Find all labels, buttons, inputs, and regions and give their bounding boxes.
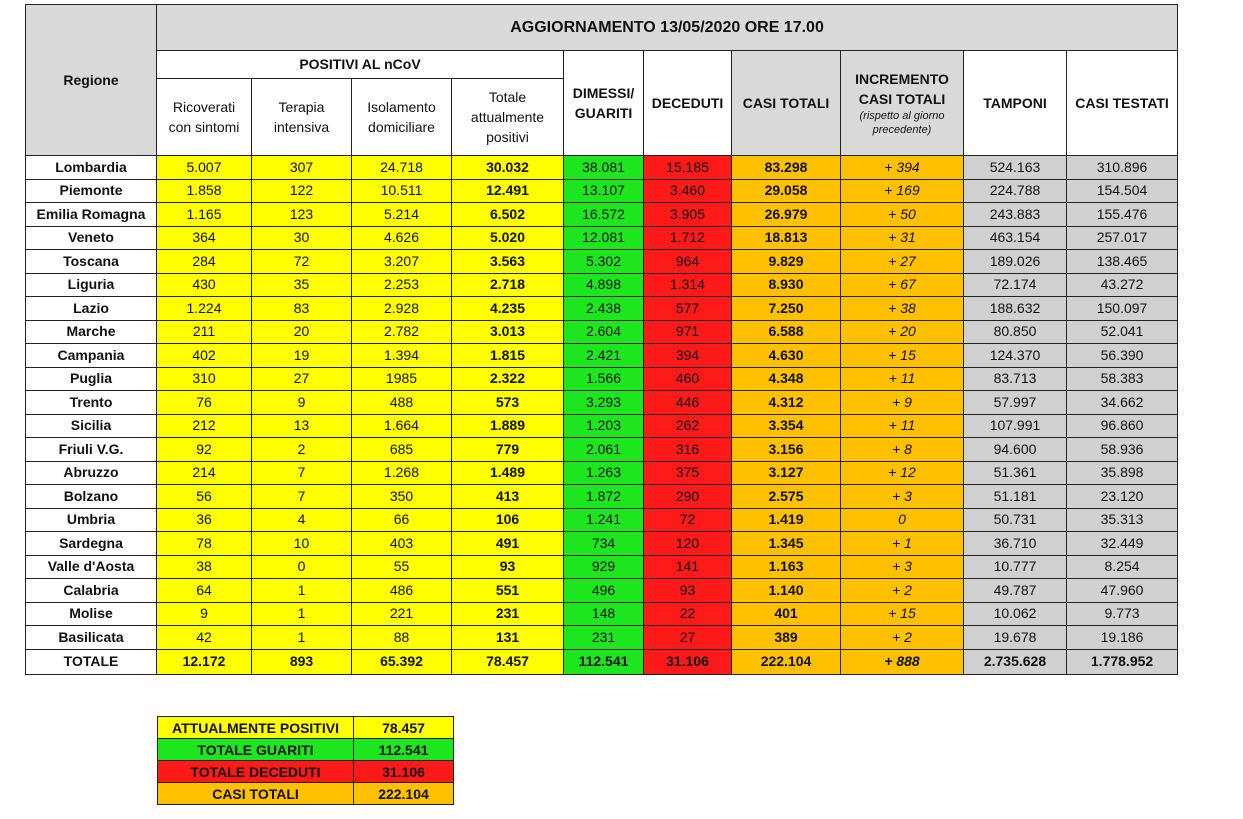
cell-deceduti: 290 <box>644 485 732 509</box>
cell-incremento: + 3 <box>841 555 964 579</box>
summary-row <box>158 761 454 783</box>
cell-regione: Molise <box>26 602 157 626</box>
cell-incremento: + 11 <box>841 367 964 391</box>
cell-deceduti: 446 <box>644 391 732 415</box>
table-row <box>26 226 1178 250</box>
cell-casi-testati: 32.449 <box>1067 532 1178 556</box>
cell-terapia: 72 <box>252 250 352 274</box>
cell-casi-testati: 257.017 <box>1067 226 1178 250</box>
cell-casi-testati: 47.960 <box>1067 579 1178 603</box>
report-title: AGGIORNAMENTO 13/05/2020 ORE 17.00 <box>157 5 1178 51</box>
cell-dimessi: 5.302 <box>564 250 644 274</box>
cell-casi-testati: 52.041 <box>1067 320 1178 344</box>
total-ricoverati: 12.172 <box>157 649 252 674</box>
cell-dimessi: 2.604 <box>564 320 644 344</box>
cell-ricoverati: 36 <box>157 508 252 532</box>
total-isolamento: 65.392 <box>352 649 452 674</box>
summary-row <box>158 739 454 761</box>
cell-isolamento: 10.511 <box>352 179 452 203</box>
summary-row <box>158 783 454 805</box>
cell-regione: Trento <box>26 391 157 415</box>
cell-totale-positivi: 1.489 <box>452 461 564 485</box>
table-row <box>26 203 1178 227</box>
cell-terapia: 20 <box>252 320 352 344</box>
cell-casi-totali: 3.127 <box>732 461 841 485</box>
header-casi-totali <box>732 51 841 156</box>
cell-totale-positivi: 231 <box>452 602 564 626</box>
cell-terapia: 122 <box>252 179 352 203</box>
header-deceduti: DECEDUTI <box>644 51 732 156</box>
cell-casi-testati: 19.186 <box>1067 626 1178 650</box>
cell-casi-totali: 4.348 <box>732 367 841 391</box>
cell-deceduti: 3.905 <box>644 203 732 227</box>
cell-regione: Veneto <box>26 226 157 250</box>
cell-tamponi: 94.600 <box>964 438 1067 462</box>
total-dimessi: 112.541 <box>564 649 644 674</box>
total-row <box>26 649 1178 674</box>
cell-casi-testati: 8.254 <box>1067 555 1178 579</box>
table-row <box>26 156 1178 180</box>
cell-terapia: 4 <box>252 508 352 532</box>
cell-totale-positivi: 2.322 <box>452 367 564 391</box>
cell-dimessi: 929 <box>564 555 644 579</box>
cell-dimessi: 148 <box>564 602 644 626</box>
cell-ricoverati: 1.165 <box>157 203 252 227</box>
cell-terapia: 1 <box>252 626 352 650</box>
cell-regione: Liguria <box>26 273 157 297</box>
cell-casi-testati: 35.313 <box>1067 508 1178 532</box>
cell-tamponi: 524.163 <box>964 156 1067 180</box>
cell-deceduti: 971 <box>644 320 732 344</box>
header-incremento-label: INCREMENTO CASI TOTALI <box>855 71 949 107</box>
cell-isolamento: 488 <box>352 391 452 415</box>
cell-tamponi: 224.788 <box>964 179 1067 203</box>
cell-casi-testati: 155.476 <box>1067 203 1178 227</box>
cell-deceduti: 1.712 <box>644 226 732 250</box>
cell-ricoverati: 211 <box>157 320 252 344</box>
table-row <box>26 532 1178 556</box>
cell-isolamento: 2.928 <box>352 297 452 321</box>
cell-totale-positivi: 573 <box>452 391 564 415</box>
cell-tamponi: 83.713 <box>964 367 1067 391</box>
cell-totale-positivi: 93 <box>452 555 564 579</box>
cell-isolamento: 4.626 <box>352 226 452 250</box>
cell-totale-positivi: 491 <box>452 532 564 556</box>
summary-table <box>157 716 454 805</box>
cell-tamponi: 36.710 <box>964 532 1067 556</box>
table-row <box>26 179 1178 203</box>
cell-incremento: + 9 <box>841 391 964 415</box>
table-row <box>26 626 1178 650</box>
cell-ricoverati: 212 <box>157 414 252 438</box>
cell-tamponi: 51.361 <box>964 461 1067 485</box>
cell-totale-positivi: 5.020 <box>452 226 564 250</box>
cell-deceduti: 72 <box>644 508 732 532</box>
cell-isolamento: 55 <box>352 555 452 579</box>
cell-casi-testati: 150.097 <box>1067 297 1178 321</box>
cell-dimessi: 4.898 <box>564 273 644 297</box>
cell-terapia: 7 <box>252 461 352 485</box>
cell-regione: Campania <box>26 344 157 368</box>
cell-terapia: 13 <box>252 414 352 438</box>
cell-deceduti: 1.314 <box>644 273 732 297</box>
cell-casi-totali: 389 <box>732 626 841 650</box>
cell-totale-positivi: 3.563 <box>452 250 564 274</box>
cell-casi-totali: 29.058 <box>732 179 841 203</box>
cell-regione: Marche <box>26 320 157 344</box>
cell-totale-positivi: 4.235 <box>452 297 564 321</box>
summary-value: 222.104 <box>354 783 454 805</box>
summary-label: CASI TOTALI <box>158 783 354 805</box>
header-tamponi: TAMPONI <box>964 51 1067 156</box>
cell-regione: Toscana <box>26 250 157 274</box>
cell-isolamento: 88 <box>352 626 452 650</box>
cell-isolamento: 486 <box>352 579 452 603</box>
cell-ricoverati: 56 <box>157 485 252 509</box>
header-dimessi: DIMESSI/ GUARITI <box>564 51 644 156</box>
cell-tamponi: 124.370 <box>964 344 1067 368</box>
cell-casi-totali: 1.419 <box>732 508 841 532</box>
cell-incremento: + 67 <box>841 273 964 297</box>
table-row <box>26 414 1178 438</box>
table-row <box>26 438 1178 462</box>
cell-casi-testati: 58.936 <box>1067 438 1178 462</box>
cell-casi-totali: 1.163 <box>732 555 841 579</box>
cell-ricoverati: 430 <box>157 273 252 297</box>
table-row <box>26 602 1178 626</box>
cell-terapia: 307 <box>252 156 352 180</box>
cell-regione: Sardegna <box>26 532 157 556</box>
cell-incremento: + 27 <box>841 250 964 274</box>
cell-casi-testati: 9.773 <box>1067 602 1178 626</box>
total-deceduti: 31.106 <box>644 649 732 674</box>
cell-ricoverati: 284 <box>157 250 252 274</box>
cell-totale-positivi: 1.815 <box>452 344 564 368</box>
cell-casi-totali: 2.575 <box>732 485 841 509</box>
cell-regione: Valle d'Aosta <box>26 555 157 579</box>
cell-casi-testati: 35.898 <box>1067 461 1178 485</box>
table-row <box>26 461 1178 485</box>
cell-regione: Lombardia <box>26 156 157 180</box>
cell-casi-totali: 3.354 <box>732 414 841 438</box>
cell-casi-totali: 4.312 <box>732 391 841 415</box>
summary-value: 78.457 <box>354 717 454 739</box>
cell-ricoverati: 1.858 <box>157 179 252 203</box>
cell-casi-testati: 310.896 <box>1067 156 1178 180</box>
cell-casi-totali: 18.813 <box>732 226 841 250</box>
cell-incremento: + 38 <box>841 297 964 321</box>
header-casi-testati: CASI TESTATI <box>1067 51 1178 156</box>
cell-terapia: 27 <box>252 367 352 391</box>
cell-totale-positivi: 1.889 <box>452 414 564 438</box>
cell-tamponi: 189.026 <box>964 250 1067 274</box>
header-regione: Regione <box>26 5 157 156</box>
table-row <box>26 320 1178 344</box>
cell-regione: Abruzzo <box>26 461 157 485</box>
cell-incremento: + 169 <box>841 179 964 203</box>
cell-tamponi: 49.787 <box>964 579 1067 603</box>
cell-dimessi: 13.107 <box>564 179 644 203</box>
cell-casi-testati: 56.390 <box>1067 344 1178 368</box>
cell-isolamento: 1.268 <box>352 461 452 485</box>
cell-tamponi: 57.997 <box>964 391 1067 415</box>
cell-dimessi: 231 <box>564 626 644 650</box>
cell-deceduti: 460 <box>644 367 732 391</box>
cell-dimessi: 1.566 <box>564 367 644 391</box>
cell-tamponi: 80.850 <box>964 320 1067 344</box>
cell-terapia: 7 <box>252 485 352 509</box>
cell-dimessi: 1.263 <box>564 461 644 485</box>
cell-incremento: + 15 <box>841 602 964 626</box>
cell-casi-totali: 8.930 <box>732 273 841 297</box>
cell-incremento: + 15 <box>841 344 964 368</box>
cell-terapia: 1 <box>252 602 352 626</box>
cell-terapia: 35 <box>252 273 352 297</box>
header-isolamento: Isolamento domiciliare <box>352 79 452 156</box>
cell-tamponi: 72.174 <box>964 273 1067 297</box>
total-incremento: + 888 <box>841 649 964 674</box>
cell-tamponi: 243.883 <box>964 203 1067 227</box>
cell-deceduti: 141 <box>644 555 732 579</box>
cell-dimessi: 2.438 <box>564 297 644 321</box>
cell-deceduti: 120 <box>644 532 732 556</box>
cell-isolamento: 221 <box>352 602 452 626</box>
cell-deceduti: 27 <box>644 626 732 650</box>
header-casi-totali-label: CASI TOTALI <box>742 94 830 111</box>
cell-isolamento: 2.253 <box>352 273 452 297</box>
cell-terapia: 2 <box>252 438 352 462</box>
cell-regione: Sicilia <box>26 414 157 438</box>
cell-casi-totali: 4.630 <box>732 344 841 368</box>
cell-casi-totali: 26.979 <box>732 203 841 227</box>
summary-label: TOTALE GUARITI <box>158 739 354 761</box>
total-casi-testati: 1.778.952 <box>1067 649 1178 674</box>
cell-ricoverati: 92 <box>157 438 252 462</box>
cell-tamponi: 51.181 <box>964 485 1067 509</box>
table-row <box>26 250 1178 274</box>
cell-tamponi: 188.632 <box>964 297 1067 321</box>
cell-ricoverati: 42 <box>157 626 252 650</box>
cell-casi-totali: 83.298 <box>732 156 841 180</box>
cell-terapia: 19 <box>252 344 352 368</box>
table-row <box>26 579 1178 603</box>
cell-casi-totali: 401 <box>732 602 841 626</box>
cell-ricoverati: 64 <box>157 579 252 603</box>
cell-deceduti: 15.185 <box>644 156 732 180</box>
cell-terapia: 30 <box>252 226 352 250</box>
cell-isolamento: 1985 <box>352 367 452 391</box>
cell-isolamento: 685 <box>352 438 452 462</box>
cell-casi-testati: 96.860 <box>1067 414 1178 438</box>
cell-isolamento: 3.207 <box>352 250 452 274</box>
cell-totale-positivi: 551 <box>452 579 564 603</box>
cell-incremento: + 50 <box>841 203 964 227</box>
cell-incremento: 0 <box>841 508 964 532</box>
cell-casi-totali: 6.588 <box>732 320 841 344</box>
summary-row <box>158 717 454 739</box>
summary-label: TOTALE DECEDUTI <box>158 761 354 783</box>
cell-ricoverati: 364 <box>157 226 252 250</box>
cell-casi-testati: 154.504 <box>1067 179 1178 203</box>
table-body <box>26 156 1178 675</box>
cell-deceduti: 316 <box>644 438 732 462</box>
cell-incremento: + 3 <box>841 485 964 509</box>
cell-terapia: 83 <box>252 297 352 321</box>
cell-regione: Umbria <box>26 508 157 532</box>
cell-incremento: + 31 <box>841 226 964 250</box>
cell-isolamento: 5.214 <box>352 203 452 227</box>
cell-ricoverati: 402 <box>157 344 252 368</box>
cell-dimessi: 496 <box>564 579 644 603</box>
cell-deceduti: 375 <box>644 461 732 485</box>
cell-tamponi: 10.062 <box>964 602 1067 626</box>
cell-tamponi: 19.678 <box>964 626 1067 650</box>
total-terapia: 893 <box>252 649 352 674</box>
cell-incremento: + 1 <box>841 532 964 556</box>
cell-totale-positivi: 131 <box>452 626 564 650</box>
cell-ricoverati: 214 <box>157 461 252 485</box>
table-row <box>26 485 1178 509</box>
cell-dimessi: 16.572 <box>564 203 644 227</box>
cell-terapia: 0 <box>252 555 352 579</box>
cell-terapia: 1 <box>252 579 352 603</box>
cell-casi-totali: 1.140 <box>732 579 841 603</box>
cell-deceduti: 577 <box>644 297 732 321</box>
cell-totale-positivi: 30.032 <box>452 156 564 180</box>
table-row <box>26 508 1178 532</box>
cell-regione: Basilicata <box>26 626 157 650</box>
cell-isolamento: 350 <box>352 485 452 509</box>
cell-casi-totali: 3.156 <box>732 438 841 462</box>
cell-isolamento: 1.664 <box>352 414 452 438</box>
cell-casi-testati: 138.465 <box>1067 250 1178 274</box>
cell-regione: Puglia <box>26 367 157 391</box>
cell-regione: Emilia Romagna <box>26 203 157 227</box>
cell-dimessi: 1.203 <box>564 414 644 438</box>
cell-regione: Calabria <box>26 579 157 603</box>
cell-casi-testati: 58.383 <box>1067 367 1178 391</box>
cell-casi-testati: 23.120 <box>1067 485 1178 509</box>
cell-isolamento: 403 <box>352 532 452 556</box>
header-incremento <box>841 51 964 156</box>
table-row <box>26 391 1178 415</box>
cell-ricoverati: 1.224 <box>157 297 252 321</box>
cell-dimessi: 3.293 <box>564 391 644 415</box>
summary-value: 112.541 <box>354 739 454 761</box>
cell-dimessi: 1.872 <box>564 485 644 509</box>
cell-terapia: 123 <box>252 203 352 227</box>
cell-deceduti: 93 <box>644 579 732 603</box>
cell-ricoverati: 38 <box>157 555 252 579</box>
cell-ricoverati: 5.007 <box>157 156 252 180</box>
table-row <box>26 555 1178 579</box>
cell-incremento: + 394 <box>841 156 964 180</box>
cell-incremento: + 8 <box>841 438 964 462</box>
header-terapia: Terapia intensiva <box>252 79 352 156</box>
cell-ricoverati: 310 <box>157 367 252 391</box>
cell-deceduti: 964 <box>644 250 732 274</box>
cell-isolamento: 24.718 <box>352 156 452 180</box>
header-incremento-note: (rispetto al giorno precedente) <box>859 110 945 136</box>
cell-terapia: 10 <box>252 532 352 556</box>
header-positivi-group: POSITIVI AL nCoV <box>157 51 564 79</box>
table-row <box>26 367 1178 391</box>
cell-ricoverati: 9 <box>157 602 252 626</box>
cell-totale-positivi: 12.491 <box>452 179 564 203</box>
cell-deceduti: 394 <box>644 344 732 368</box>
cell-terapia: 9 <box>252 391 352 415</box>
total-casi-totali: 222.104 <box>732 649 841 674</box>
cell-deceduti: 22 <box>644 602 732 626</box>
summary-value: 31.106 <box>354 761 454 783</box>
cell-dimessi: 38.081 <box>564 156 644 180</box>
cell-regione: Friuli V.G. <box>26 438 157 462</box>
cell-incremento: + 12 <box>841 461 964 485</box>
cell-tamponi: 50.731 <box>964 508 1067 532</box>
cell-casi-totali: 9.829 <box>732 250 841 274</box>
total-totale-positivi: 78.457 <box>452 649 564 674</box>
table-row <box>26 344 1178 368</box>
cell-incremento: + 20 <box>841 320 964 344</box>
cell-regione: Bolzano <box>26 485 157 509</box>
header-ricoverati: Ricoverati con sintomi <box>157 79 252 156</box>
cell-incremento: + 2 <box>841 626 964 650</box>
cell-dimessi: 12.081 <box>564 226 644 250</box>
summary-label: ATTUALMENTE POSITIVI <box>158 717 354 739</box>
cell-deceduti: 3.460 <box>644 179 732 203</box>
covid-regional-table <box>25 4 1178 675</box>
cell-tamponi: 463.154 <box>964 226 1067 250</box>
cell-totale-positivi: 3.013 <box>452 320 564 344</box>
table-row <box>26 297 1178 321</box>
cell-ricoverati: 78 <box>157 532 252 556</box>
cell-totale-positivi: 779 <box>452 438 564 462</box>
cell-dimessi: 1.241 <box>564 508 644 532</box>
header-totale-positivi: Totale attualmente positivi <box>452 79 564 156</box>
cell-ricoverati: 76 <box>157 391 252 415</box>
cell-dimessi: 2.421 <box>564 344 644 368</box>
cell-totale-positivi: 6.502 <box>452 203 564 227</box>
cell-incremento: + 11 <box>841 414 964 438</box>
cell-totale-positivi: 106 <box>452 508 564 532</box>
cell-tamponi: 10.777 <box>964 555 1067 579</box>
cell-casi-totali: 7.250 <box>732 297 841 321</box>
cell-casi-testati: 43.272 <box>1067 273 1178 297</box>
cell-dimessi: 734 <box>564 532 644 556</box>
cell-casi-totali: 1.345 <box>732 532 841 556</box>
cell-isolamento: 2.782 <box>352 320 452 344</box>
cell-totale-positivi: 2.718 <box>452 273 564 297</box>
cell-casi-testati: 34.662 <box>1067 391 1178 415</box>
cell-tamponi: 107.991 <box>964 414 1067 438</box>
cell-isolamento: 1.394 <box>352 344 452 368</box>
table-row <box>26 273 1178 297</box>
cell-regione: Piemonte <box>26 179 157 203</box>
total-tamponi: 2.735.628 <box>964 649 1067 674</box>
cell-totale-positivi: 413 <box>452 485 564 509</box>
cell-deceduti: 262 <box>644 414 732 438</box>
total-regione: TOTALE <box>26 649 157 674</box>
cell-isolamento: 66 <box>352 508 452 532</box>
cell-incremento: + 2 <box>841 579 964 603</box>
cell-regione: Lazio <box>26 297 157 321</box>
cell-dimessi: 2.061 <box>564 438 644 462</box>
